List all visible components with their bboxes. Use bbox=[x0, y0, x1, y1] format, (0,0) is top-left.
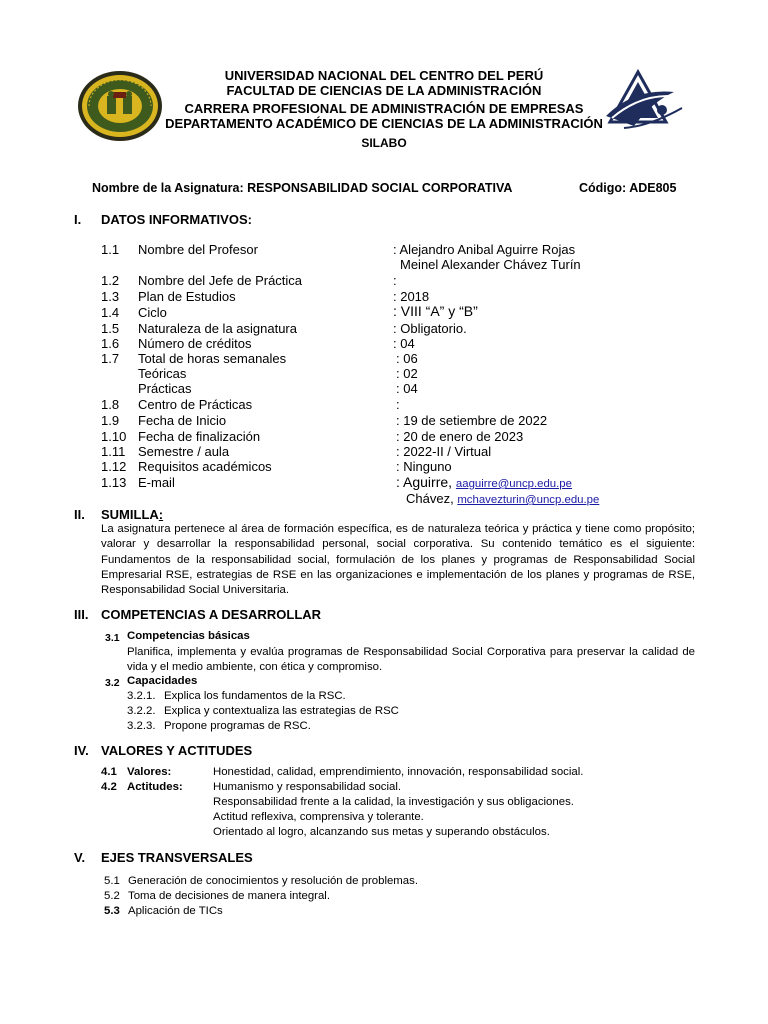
valores-text: Honestidad, calidad, emprendimiento, innovación, responsabilidad social. bbox=[213, 766, 584, 778]
section-title-valores: VALORES Y ACTITUDES bbox=[101, 743, 253, 758]
subject-code: Código: ADE805 bbox=[579, 181, 677, 195]
actitud-line: Responsabilidad frente a la calidad, la investigación y sus obligaciones. bbox=[213, 796, 574, 808]
info-label: Requisitos académicos bbox=[138, 459, 272, 474]
email-link-aguirre[interactable]: aaguirre@uncp.edu.pe bbox=[455, 478, 572, 490]
info-value: : 19 de setiembre de 2022 bbox=[396, 413, 548, 428]
info-value: : Alejandro Anibal Aguirre Rojas bbox=[393, 242, 576, 257]
document-type: SILABO bbox=[361, 136, 407, 150]
info-value: : 20 de enero de 2023 bbox=[396, 429, 524, 444]
section-title-competencias: COMPETENCIAS A DESARROLLAR bbox=[101, 607, 322, 622]
info-label: Total de horas semanales bbox=[138, 351, 287, 366]
info-num: 1.2 bbox=[101, 273, 120, 288]
info-num: 1.6 bbox=[101, 336, 120, 351]
valores-label: Valores: bbox=[127, 766, 172, 778]
eje-num: 5.2 bbox=[104, 890, 120, 902]
info-value: : 02 bbox=[396, 366, 418, 381]
eje-text: Generación de conocimientos y resolución de problemas. bbox=[128, 875, 418, 887]
section-number: I. bbox=[74, 212, 82, 227]
sumilla-title: SUMILLA bbox=[101, 507, 159, 522]
info-label: Fecha de Inicio bbox=[138, 413, 227, 428]
eje-num: 5.1 bbox=[104, 875, 120, 887]
info-num: 1.1 bbox=[101, 242, 120, 257]
info-label: Naturaleza de la asignatura bbox=[138, 321, 297, 336]
info-num: 1.7 bbox=[101, 351, 120, 366]
faculty-name: FACULTAD DE CIENCIAS DE LA ADMINISTRACIÓN bbox=[226, 83, 542, 98]
info-num: 1.8 bbox=[101, 397, 120, 412]
actitud-line: Humanismo y responsabilidad social. bbox=[213, 781, 402, 793]
actitud-line: Orientado al logro, alcanzando sus metas y superando obstáculos. bbox=[213, 826, 550, 838]
capacidad-text: Explica y contextualiza las estrategias de RSC bbox=[164, 705, 399, 717]
email-prefix: : Aguirre, bbox=[396, 474, 456, 490]
email-prefix: Chávez, bbox=[406, 491, 458, 506]
eje-text: Aplicación de TICs bbox=[128, 905, 223, 917]
info-label: Plan de Estudios bbox=[138, 289, 236, 304]
info-num: 1.11 bbox=[101, 444, 126, 459]
capacidad-num: 3.2.2. bbox=[127, 705, 156, 717]
subsection-title-capacidades: Capacidades bbox=[127, 675, 198, 687]
email-row-aguirre bbox=[396, 474, 572, 490]
department-name: DEPARTAMENTO ACADÉMICO DE CIENCIAS DE LA ADMINISTRACIÓN bbox=[165, 116, 603, 131]
section-number: III. bbox=[74, 607, 89, 622]
info-value: : 04 bbox=[393, 336, 415, 351]
basicas-line: vida y el medio ambiente, con ética y compromiso. bbox=[127, 661, 383, 674]
sumilla-line: Fundamentos de la responsabilidad social, formulación de los planes y programas de Responsabilidad Social bbox=[101, 553, 695, 566]
eje-text: Toma de decisiones de manera integral. bbox=[128, 890, 330, 902]
info-num: 1.13 bbox=[101, 475, 127, 490]
section-number: IV. bbox=[74, 743, 89, 758]
info-label: Centro de Prácticas bbox=[138, 397, 253, 412]
info-value: : VIII “A” y “B” bbox=[393, 303, 478, 319]
capacidad-text: Explica los fundamentos de la RSC. bbox=[164, 690, 346, 702]
university-name: UNIVERSIDAD NACIONAL DEL CENTRO DEL PERÚ bbox=[224, 68, 544, 83]
capacidad-num: 3.2.1. bbox=[127, 690, 156, 702]
sumilla-line: La asignatura pertenece al área de formación específica, es de naturaleza teórica y práctica y tiene como propósito; bbox=[101, 523, 695, 535]
info-label: Ciclo bbox=[138, 305, 167, 320]
subsection-title-basicas: Competencias básicas bbox=[127, 630, 250, 642]
basicas-paragraph bbox=[127, 645, 695, 676]
info-label: Semestre / aula bbox=[138, 444, 230, 459]
info-num: 1.3 bbox=[101, 289, 120, 304]
eje-num: 5.3 bbox=[104, 905, 120, 917]
section-title-datos: DATOS INFORMATIVOS: bbox=[101, 212, 252, 227]
info-value: : 06 bbox=[396, 351, 418, 366]
capacidad-text: Propone programas de RSC. bbox=[164, 720, 311, 732]
email-row-chavez bbox=[406, 491, 599, 506]
info-value: : 2022-II / Virtual bbox=[396, 444, 492, 459]
basicas-line: Planifica, implementa y evalúa programas de Responsabilidad Social Corporativa para preservar la calidad de bbox=[127, 646, 695, 658]
email-link-chavez[interactable]: mchavezturin@uncp.edu.pe bbox=[457, 494, 600, 506]
sumilla-paragraph bbox=[101, 522, 695, 598]
info-num: 1.10 bbox=[101, 429, 127, 444]
subsection-number: 3.1 bbox=[105, 632, 120, 644]
subsection-number: 3.2 bbox=[105, 677, 120, 689]
sumilla-line: Empresarial RSE, estrategias de RSE en las organizaciones e implementación de los planes y programas de RSE, bbox=[101, 568, 695, 581]
info-value: : 2018 bbox=[393, 289, 430, 304]
info-num: 1.9 bbox=[101, 413, 120, 428]
subsection-number: 4.2 bbox=[101, 781, 117, 793]
sumilla-colon: : bbox=[158, 507, 164, 522]
info-num: 1.4 bbox=[101, 305, 120, 320]
info-num: 1.5 bbox=[101, 321, 120, 336]
info-value: : 04 bbox=[396, 381, 418, 396]
capacidad-num: 3.2.3. bbox=[127, 720, 156, 732]
section-number: V. bbox=[74, 850, 86, 865]
info-label: Teóricas bbox=[138, 366, 187, 381]
info-num: 1.12 bbox=[101, 459, 127, 474]
info-value: Meinel Alexander Chávez Turín bbox=[400, 257, 581, 272]
section-title-sumilla bbox=[101, 507, 163, 522]
info-value: : Obligatorio. bbox=[393, 321, 467, 336]
info-label: Número de créditos bbox=[138, 336, 252, 351]
info-label: Nombre del Profesor bbox=[138, 242, 258, 257]
section-number: II. bbox=[74, 507, 85, 522]
info-value: : Ninguno bbox=[396, 459, 452, 474]
info-label: Nombre del Jefe de Práctica bbox=[138, 273, 303, 288]
actitudes-label: Actitudes: bbox=[127, 781, 183, 793]
career-name: CARRERA PROFESIONAL DE ADMINISTRACIÓN DE EMPRESAS bbox=[184, 101, 584, 116]
subsection-number: 4.1 bbox=[101, 766, 117, 778]
sumilla-line: Responsabilidad Social Universitaria. bbox=[101, 584, 290, 597]
subject-name: Nombre de la Asignatura: RESPONSABILIDAD SOCIAL CORPORATIVA bbox=[92, 181, 513, 195]
info-label: Prácticas bbox=[138, 381, 192, 396]
info-value: : bbox=[393, 273, 397, 288]
info-value: : bbox=[396, 397, 400, 412]
section-title-ejes: EJES TRANSVERSALES bbox=[101, 850, 253, 865]
sumilla-line: valorar y desarrollar la responsabilidad personal, social corporativa. Su contenido temático es el siguiente: bbox=[101, 538, 695, 551]
info-label: Fecha de finalización bbox=[138, 429, 261, 444]
info-label: E-mail bbox=[138, 475, 175, 490]
actitud-line: Actitud reflexiva, comprensiva y tolerante. bbox=[213, 811, 424, 823]
